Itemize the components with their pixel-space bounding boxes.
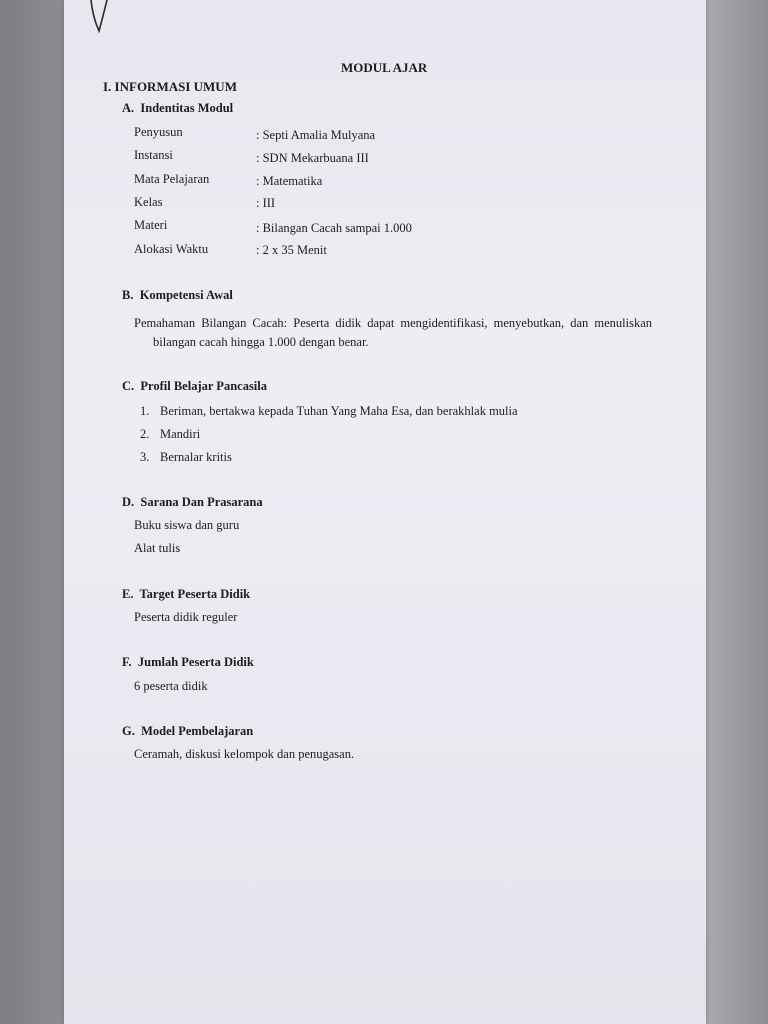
target-text: Peserta didik reguler (134, 610, 238, 624)
sarana-heading: D. Sarana Dan Prasarana (122, 495, 263, 509)
background-left (0, 0, 64, 1024)
list-item-text: Bernalar kritis (160, 450, 232, 464)
identity-value: : Matematika (256, 174, 323, 188)
section-heading: I. INFORMASI UMUM (103, 79, 237, 94)
identity-label: Penyusun (134, 125, 183, 139)
document-title: MODUL AJAR (341, 60, 428, 75)
kompetensi-heading: B. Kompetensi Awal (122, 288, 233, 302)
identity-value: : SDN Mekarbuana III (256, 151, 369, 165)
jumlah-text: 6 peserta didik (134, 679, 208, 693)
kompetensi-text-line2: bilangan cacah hingga 1.000 dengan benar. (153, 335, 369, 349)
identity-label: Instansi (134, 148, 173, 162)
identity-value: : 2 x 35 Menit (256, 243, 327, 257)
identity-label: Alokasi Waktu (134, 242, 209, 256)
identity-value: : Bilangan Cacah sampai 1.000 (256, 221, 412, 235)
list-item-number: 1. (140, 404, 150, 418)
list-item (140, 450, 232, 465)
sarana-line: Buku siswa dan guru (134, 518, 240, 532)
identity-label: Mata Pelajaran (134, 172, 210, 186)
list-item (140, 427, 200, 442)
list-item-number: 2. (140, 427, 150, 441)
target-heading: E. Target Peserta Didik (122, 587, 251, 601)
list-item-text: Mandiri (160, 427, 201, 441)
model-text: Ceramah, diskusi kelompok dan penugasan. (134, 747, 355, 761)
identity-label: Materi (134, 218, 168, 232)
identity-heading: A. Indentitas Modul (122, 101, 234, 115)
identity-label: Kelas (134, 195, 163, 209)
profil-heading: C. Profil Belajar Pancasila (122, 379, 268, 393)
model-heading: G. Model Pembelajaran (122, 724, 254, 738)
sarana-line: Alat tulis (134, 541, 181, 555)
kompetensi-text-line1: Pemahaman Bilangan Cacah: Peserta didik dapat mengidentifikasi, menyebutkan, dan menuliskan (134, 316, 652, 330)
list-item-number: 3. (140, 450, 150, 464)
list-item (140, 404, 518, 419)
identity-value: : III (256, 196, 276, 210)
handwritten-check-mark (88, 0, 110, 36)
jumlah-heading: F. Jumlah Peserta Didik (122, 655, 254, 669)
background-right (704, 0, 768, 1024)
list-item-text: Beriman, bertakwa kepada Tuhan Yang Maha Esa, dan berakhlak mulia (160, 404, 518, 418)
identity-value: : Septi Amalia Mulyana (256, 128, 376, 142)
